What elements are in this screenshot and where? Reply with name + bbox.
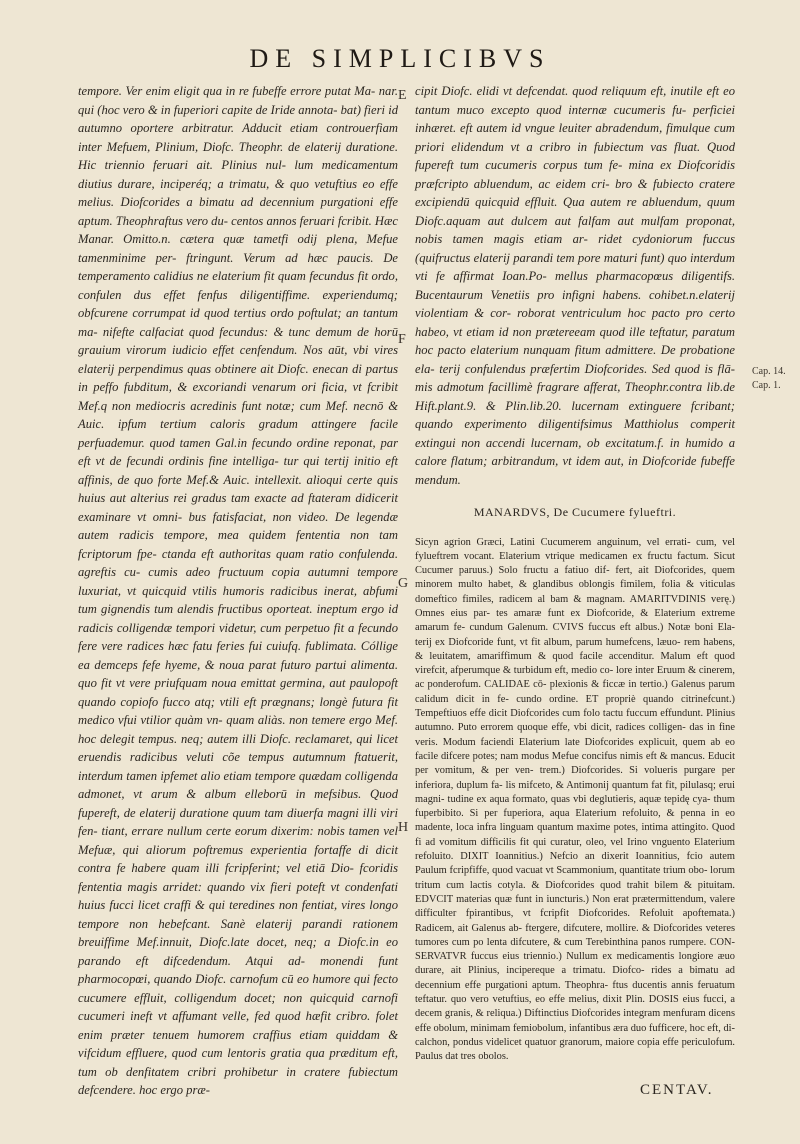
right-column <box>415 82 735 1064</box>
page-header: DE SIMPLICIBVS <box>249 44 551 73</box>
margin-note-cap-14: Cap. 14. <box>752 366 786 377</box>
section-mark-e: E <box>398 88 407 103</box>
manardus-commentary-text: Sicyn agrion Græci, Latini Cucumerem anguinum, vel errati- cum, vel fylueftrem vocant. Elaterium vtrique medicamen ex fructu factum. Sicut Cucumer paruus.) Solo fructu a fatiuo dif- fert, ait Diofcorides, quem minorem multo habet, & glandibus oblongis fimilem, folia & viticulas domeftico fimiles, radicem al bam & magnam. AMARITVDINIS verę.) Omnes eius par- tes amaræ funt ex Diofcoride, & Elaterium extreme amarum fe- cundum Galenum. CVIVS fuccus eft albus.) Notæ boni Ela- terij ex Diofcoride funt, vt fit album, parum humefcens, læuo- rem habens, & leuitatem, amariffimum & quod facile accenditur. Malum eft quod virefcit, afperumque & turbidum eft, medio co- lore inter Eruum & cinerem, ac ponderofum. CALIDAE cō- plexionis & ficcæ in tertio.) Galenus parum calidum dicit in fe- cundo ordine. ET propriè quando citrinefcunt.) Tempeftiuos effe dicit Diofcorides cum folo tactu fuccum effundunt. Plinius autumno. Puto errorem quoque effe, vbi dicit, radices colligen- das in fine veris. Modum faciendi Elaterium late Diofcorides explicuit, quem ab eo facile difcere potes; nam modus Mefue concifus nimis eft & mancus. Educit per vomitum, & per ven- trem.) Diofcorides. Si volueris purgare per inferiora, duplum fa- lis mifceto, & Antimonij quantum fat fit, pilulasq; erui magni- tudine ex aqua formato, quas vbi deglutieris, aquæ tepidę cya- thum fuperbibito. Si per fuperiora, aqua Elaterium refoluito, & penna in eo madente, loca infra linguam quantum maxime potes, intima attingito. Quod fi ad vomitum difficilis fit qui curatur, oleo, vel Irino vnguento Elaterium refoluito. DIXIT Ioannitius.) Nefcio an dixerit Ioannitius, fcio autem Paulum fcripfiffe, quod vacuat vt Scammonium, quantitate trium obo- lorum tritum cum lactis cotyla. & Diofcorides quod trahit bilem & pituitam. EDVCIT materias quæ funt in iuncturis.) Non erat prætermittendum, valere difficulter fpirantibus, vt fcripfit Diofcorides. Refoluit apoftemata.) Radicem, ait Galenus ab- ftergere, difcutere, mollire. & Diofcorides veteres tumores cum po lenta difcutere, & cum Terebinthina panos rumpere. CON- SERVATVR fuccus eius triennio.) Nullum ex medicamentis longiore æuo durare, ait Plinius, incipereque a trimatu. Diofco- rides a bimatu ad decennium effe purgationi aptum. Theophra- ftus ducentis annis feruatum teftatur. quo vero vetuftius, eo effe melius, dixit Plin. DOSIS eius fucci, a decem granis, & reliqua.) Diftinctius Diofcorides integram menfuram dicens effe obolum, minimam femiobolum, infantibus æra duo fufficere, hoc eft, di- calchon, pondus videlicet quatuor granorum, maiore copia effe periculofum. Paulus dat tres obolos. <box>415 536 735 1063</box>
section-mark-g: G <box>398 576 409 591</box>
manardus-section-heading: MANARDVS, De Cucumere fylueftri. <box>473 505 677 519</box>
margin-note-cap-1: Cap. 1. <box>752 380 781 391</box>
left-column: tempore. Ver enim eligit qua in re fubeffe errore putat Ma- nar. qui (hoc vero & in fuperiori capite de Iride annota- bat) fieri id autumno oportere arbitratur. Adducit etiam controuerfiam inter Mefuem, Plinium, Diofc. Theophr. de elaterij duratione. Hic triennio feruari ait. Plinius nul- lum medicamentum diutius durare, inciperéq; a trimatu, & quo vetuftius eo effe melius. Diofcorides a bimatu ad decennium purgationi effe aptum. Theophraftus vero du- centos annos feruari fcribit. Hæc Manar. Omitto.n. cætera quæ tametfi odij plena, Mefue tamenminime per- ftringunt. Verum ad hæc paucis. De temperamento calidius ne elaterium fit quam fecundus fit ordo, confulen dus effet fenfus diligentiffime. experiendumq; obfcurene corrumpat id quod tertius ordo poftulat; an tantum ma- nifefte calfaciat quod fecundus: & tunc demum de horū grauium virorum iudicio effet cenfendum. Nos aūt, vbi vires elaterij perpendimus quas obtinere ait Diofc. enecan di partus in peffo fubditum, & excoriandi venarum ori ficia, vt fcribit Mef.q non mediocris acredinis funt notæ; cum Mef. necnō & Auic. ipfum tertium caloris gradum attingere facile perfuademur. quod tamen Gal.in fecundo ordine reponat, par eft vt de fecundi ordinis fine intelliga- tur qui tertij initio eft affinis, de quo forte Mef.& Auic. intellexit. alioqui certe quis huius aut alterius rei gradus tam exacte ad ftateram didicerit examinare vt omni- bus fatisfaciat, non video. De legendæ autem radicis tempore, mea quidem fententia non tam fcriptorum fpe- ctanda eft authoritas quam ratio confulenda. agreftis cu- cumis adeo fructuum copia autumni tempore luxuriat, vt quicquid vtilis humoris radicibus inerat, abfumi tum gignendis tum alendis fructibus oporteat. ineptum ergo id radicis colligendæ tempori videtur, cum perpetuo fit a fecundo fere vere radices hæc fatu feries fui cuiufq. fublimata. Cóllige ea demceps fefe hyeme, & noua parat futuro partui alimenta. quo fit vt vere priufquam noua emittat germina, aut paulopoft quando copiofo fucco atq; vtili eft prægnans; longè futura fit medico vfui vtilior quàm vn- quam aliàs. non temere ergo Mef. hoc delegit tempus. neq; autem illi Diofc. reclamaret, qui licet eruendis radicibus veluti cõe tempus autumnum ftatuerit, interdum tamen ipfemet alio etiam tempore quædam colligenda admonet, vt arum & album elleborū in mefsibus. Quod fupereft, de elaterij duratione quum tam diuerfa magni illi viri fen- tiant, errare nullum certe eorum dixerim: nobis tamen vel Mefuæ, qui aliorum poftremus experientia fortaffe di dicit contra fe habere quam illi fcripferint; vel etiā Dio- fcoridis fententia magis arridet: quando vix fieri poteft vt condenfati huius fucci licet craffi & qui teredines non fentiat, vires longo tempore non hebefcant. Sanè elaterij parandi rationem breuiffime Mef.innuit, Diofc.late docet, neq; a Diofc.in eo parando eft difcedendum. Atqui ad- monendi funt pharmocopœi, quando Diofc. carnofum cū eo humore qui fecto cucumere effluit, colligendum docet; non quicquid carnofi cucumeri ineft vt affumant velle, fed quod hæfit cribro. folet enim præter tenuem humorem craffius etiam quiddam & vifcidum effluere, quod cum lentoris gratia qua præditum eft, tum ob denfitatem cribri prohibetur in cratere fubiectum defcendere. hoc ergo præ- <box>78 84 398 1097</box>
section-mark-h: H <box>398 820 409 835</box>
right-column-italic-text: cipit Diofc. elidi vt defcendat. quod reliquum eft, inutile eft eo tantum muco excepto quod internæ cucumeris fu- perficiei inhæret. eft autem id vngue leuiter abradendum, fimulque cum priori elidendum vt a cribro in fubiectum vas fluat. Quod fupereft tum cucumeris corpus tum fe- mina ex Diofcoridis præfcripto abluendum, ac eidem cri- bro & fubiecto cratere excipiendū quicquid effluit. Qua autem re abluendum, quum Diofc.aquam aut dulcem aut falfam aut mulfam proponat, nobis tamen magis etiam ar- ridet cydoniorum fuccus (quifructus elaterij parandi tem pore maturi funt) quo interdum vti fe affirmat Ioan.Po- mellus pharmacopœus diligentifs. Bucentaurum Venetiis pro infigni habens. cohibet.n.elaterij violentiam & cor- roborat ventriculum hoc pacto pro certo habeo, vt etiam id non prætereeam quod ille teftatur, paratum hoc pacto elaterium nunquam fitum admittere. De probatione ela- terij confulendus præfertim Diofcorides. Sed quod is flā- mis admotum facillimè fragrare afferat, Theophr.contra lib.de Hift.plant.9. & Plin.lib.20. lucernam extinguere fcribant; quando experimento diligentifsimus Matthiolus comperit extingui non accendi lucernam, ob excitatum.f. in humido a calore flatum; arbitrandum, vt idem aut, in Diofcoride fubeffe mendum. <box>415 84 735 487</box>
catchword: CENTAV. <box>640 1082 714 1098</box>
section-mark-f: F <box>398 332 406 347</box>
